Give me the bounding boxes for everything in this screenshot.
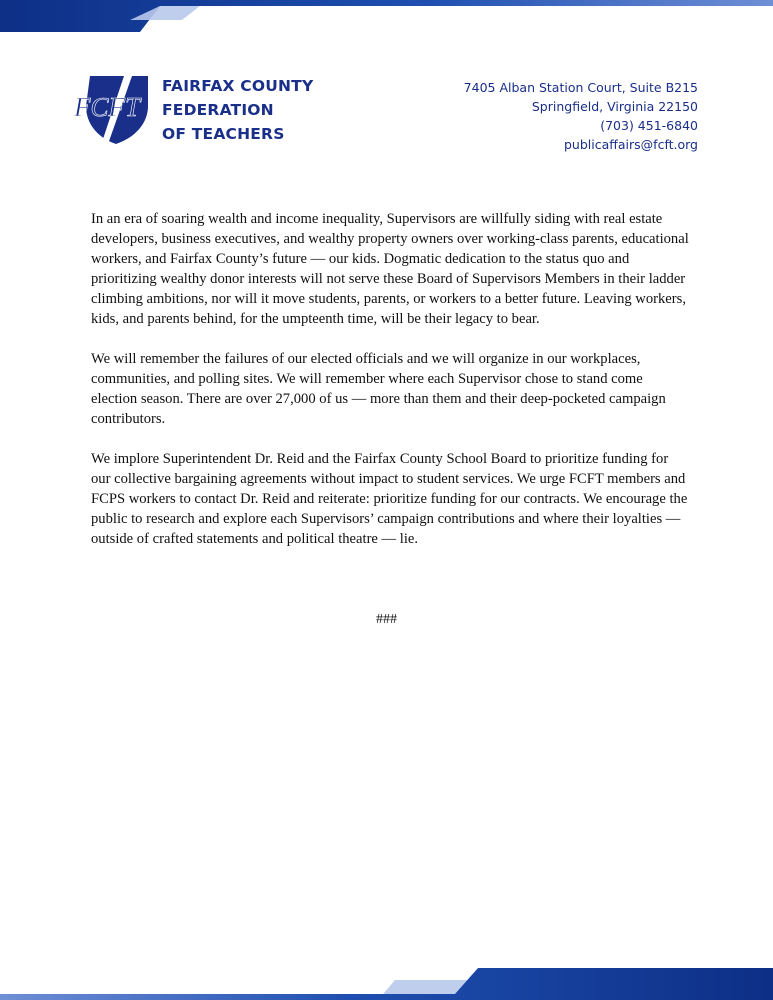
- footer-band: [0, 968, 773, 1000]
- phone-number: (703) 451-6840: [600, 118, 698, 133]
- organization-name: [162, 74, 313, 146]
- street-address: 7405 Alban Station Court, Suite B215: [463, 80, 698, 95]
- end-mark: ###: [376, 612, 397, 627]
- org-name-line: FEDERATION: [162, 101, 274, 119]
- city-state-zip: Springfield, Virginia 22150: [531, 99, 698, 114]
- letter-body: [91, 209, 691, 569]
- email-address[interactable]: publicaffairs@fcft.org: [564, 137, 698, 152]
- header-band: [0, 0, 773, 32]
- body-paragraph: We will remember the failures of our elected officials and we will organize in our workplaces, communities, and polling sites. We will remember where each Supervisor chose to stand come election season. There are over 27,000 of us — more than them and their deep-pocketed campaign contributors.: [91, 351, 666, 427]
- contact-address: [464, 78, 698, 154]
- fcft-logo: [72, 72, 156, 146]
- org-name-line: FAIRFAX COUNTY: [162, 77, 314, 95]
- body-paragraph: We implore Superintendent Dr. Reid and the Fairfax County School Board to prioritize funding for our collective bargaining agreements without impact to student services. We urge FCFT members and FCPS workers to contact Dr. Reid and reiterate: prioritize funding for our contracts. We encourage the public to research and explore each Supervisors’ campaign contributions and where their loyalties — outside of crafted statements and political theatre — lie.: [91, 451, 688, 547]
- org-name-line: OF TEACHERS: [162, 125, 285, 143]
- body-paragraph: In an era of soaring wealth and income inequality, Supervisors are willfully siding with real estate developers, business executives, and wealthy property owners over working-class parents, educational workers, and Fairfax County’s future — our kids. Dogmatic dedication to the status quo and prioritizing wealthy donor interests will not serve these Board of Supervisors Members in their ladder climbing ambitions, nor will it move students, parents, or workers to a better future. Leaving workers, kids, and parents behind, for the umpteenth time, will be their legacy to bear.: [91, 211, 689, 327]
- logo-lettering: FCFT: [74, 92, 141, 122]
